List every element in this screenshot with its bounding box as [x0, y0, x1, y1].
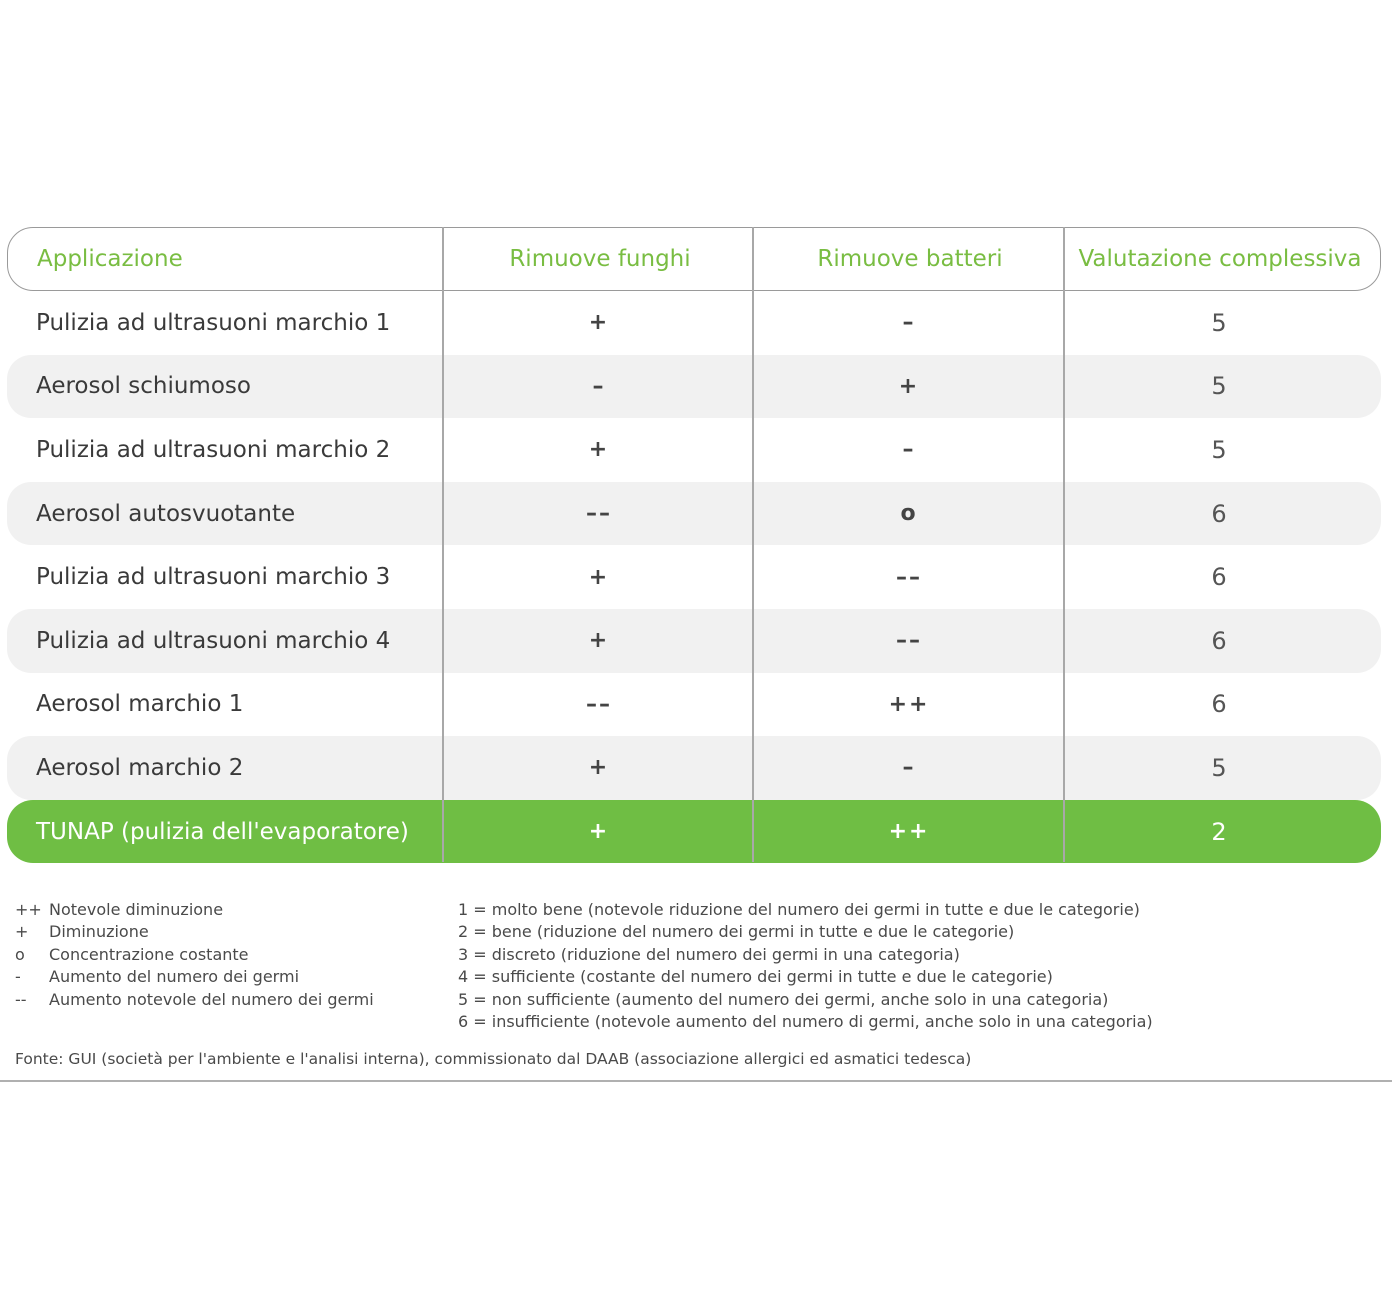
batteri-rating: ++ [888, 691, 930, 717]
overall-score: 6 [1211, 690, 1227, 719]
header-batteri: Rimuove batteri [817, 246, 1003, 272]
overall-score: 2 [1211, 817, 1227, 846]
table-row [7, 355, 1381, 419]
comparison-table [7, 227, 1381, 863]
source-note: Fonte: GUI (società per l'ambiente e l'analisi interna), commissionato dal DAAB (associazione allergici ed asmatici tedesca) [15, 1050, 972, 1068]
column-divider [752, 227, 754, 862]
overall-score: 5 [1211, 435, 1227, 464]
overall-score: 6 [1211, 626, 1227, 655]
header-applicazione: Applicazione [37, 246, 183, 272]
application-name: Aerosol marchio 1 [36, 691, 244, 718]
legend-item [15, 921, 374, 943]
batteri-rating: ++ [888, 819, 930, 845]
application-name: Aerosol autosvuotante [36, 500, 296, 527]
symbol-legend [15, 899, 374, 1011]
batteri-rating: – [902, 437, 916, 463]
overall-score: 6 [1211, 563, 1227, 592]
legend-item [15, 944, 374, 966]
funghi-rating: –– [586, 691, 612, 717]
score-legend-item: 1 = molto bene (notevole riduzione del numero dei germi in tutte e due le categorie) [458, 900, 1140, 919]
batteri-rating: o [900, 501, 918, 527]
legend-key: - [15, 967, 21, 987]
application-name: Pulizia ad ultrasuoni marchio 1 [36, 309, 391, 336]
overall-score: 6 [1211, 499, 1227, 528]
overall-score: 5 [1211, 372, 1227, 401]
column-divider [442, 227, 444, 862]
header-funghi: Rimuove funghi [509, 246, 691, 272]
legend-text: Aumento notevole del numero dei germi [49, 989, 374, 1009]
column-divider [1063, 227, 1065, 862]
application-name: Aerosol marchio 2 [36, 754, 244, 781]
table-row [7, 673, 1381, 737]
score-legend-item: 2 = bene (riduzione del numero dei germi in tutte e due le categorie) [458, 922, 1015, 942]
table-row [7, 482, 1381, 546]
legend-key: + [15, 922, 29, 942]
legend-item [15, 966, 374, 988]
batteri-rating: –– [896, 564, 922, 590]
legend-key: o [15, 944, 25, 964]
funghi-rating: + [588, 628, 610, 654]
legend-text: Aumento del numero dei germi [49, 967, 300, 987]
application-name: Pulizia ad ultrasuoni marchio 4 [36, 627, 391, 654]
funghi-rating: + [588, 564, 610, 590]
score-legend-item: 6 = insufficiente (notevole aumento del numero di germi, anche solo in una categoria) [458, 1012, 1153, 1032]
application-name: TUNAP (pulizia dell'evaporatore) [36, 818, 409, 845]
batteri-rating: + [898, 373, 920, 399]
table-row [7, 418, 1381, 482]
table-row [7, 736, 1381, 800]
highlight-row [7, 800, 1381, 864]
funghi-rating: –– [586, 501, 612, 527]
overall-score: 5 [1211, 308, 1227, 337]
score-legend-item: 3 = discreto (riduzione del numero dei germi in una categoria) [458, 944, 960, 964]
batteri-rating: – [902, 755, 916, 781]
legend-item [15, 899, 374, 921]
overall-score: 5 [1211, 753, 1227, 782]
legend-key: -- [15, 989, 27, 1009]
score-legend-item: 5 = non sufficiente (aumento del numero dei germi, anche solo in una categoria) [458, 989, 1109, 1009]
funghi-rating: + [588, 437, 610, 463]
legend-text: Concentrazione costante [49, 944, 249, 964]
table-row [7, 545, 1381, 609]
funghi-rating: + [588, 755, 610, 781]
divider [0, 1080, 1392, 1082]
funghi-rating: + [588, 310, 610, 336]
score-legend [458, 899, 1153, 1033]
table-row [7, 291, 1381, 355]
funghi-rating: – [592, 373, 606, 399]
legend-key: ++ [15, 900, 42, 919]
legend-item [15, 989, 374, 1011]
header-valutazione: Valutazione complessiva [1078, 246, 1362, 272]
application-name: Pulizia ad ultrasuoni marchio 2 [36, 436, 391, 463]
application-name: Aerosol schiumoso [36, 373, 251, 400]
funghi-rating: + [588, 819, 610, 845]
score-legend-item: 4 = sufficiente (costante del numero dei germi in tutte e due le categorie) [458, 967, 1053, 987]
legend-text: Diminuzione [49, 922, 149, 942]
legend-text: Notevole diminuzione [49, 900, 224, 919]
table-row [7, 609, 1381, 673]
batteri-rating: –– [896, 628, 922, 654]
batteri-rating: – [902, 310, 916, 336]
table-header [7, 227, 1381, 291]
application-name: Pulizia ad ultrasuoni marchio 3 [36, 564, 391, 591]
